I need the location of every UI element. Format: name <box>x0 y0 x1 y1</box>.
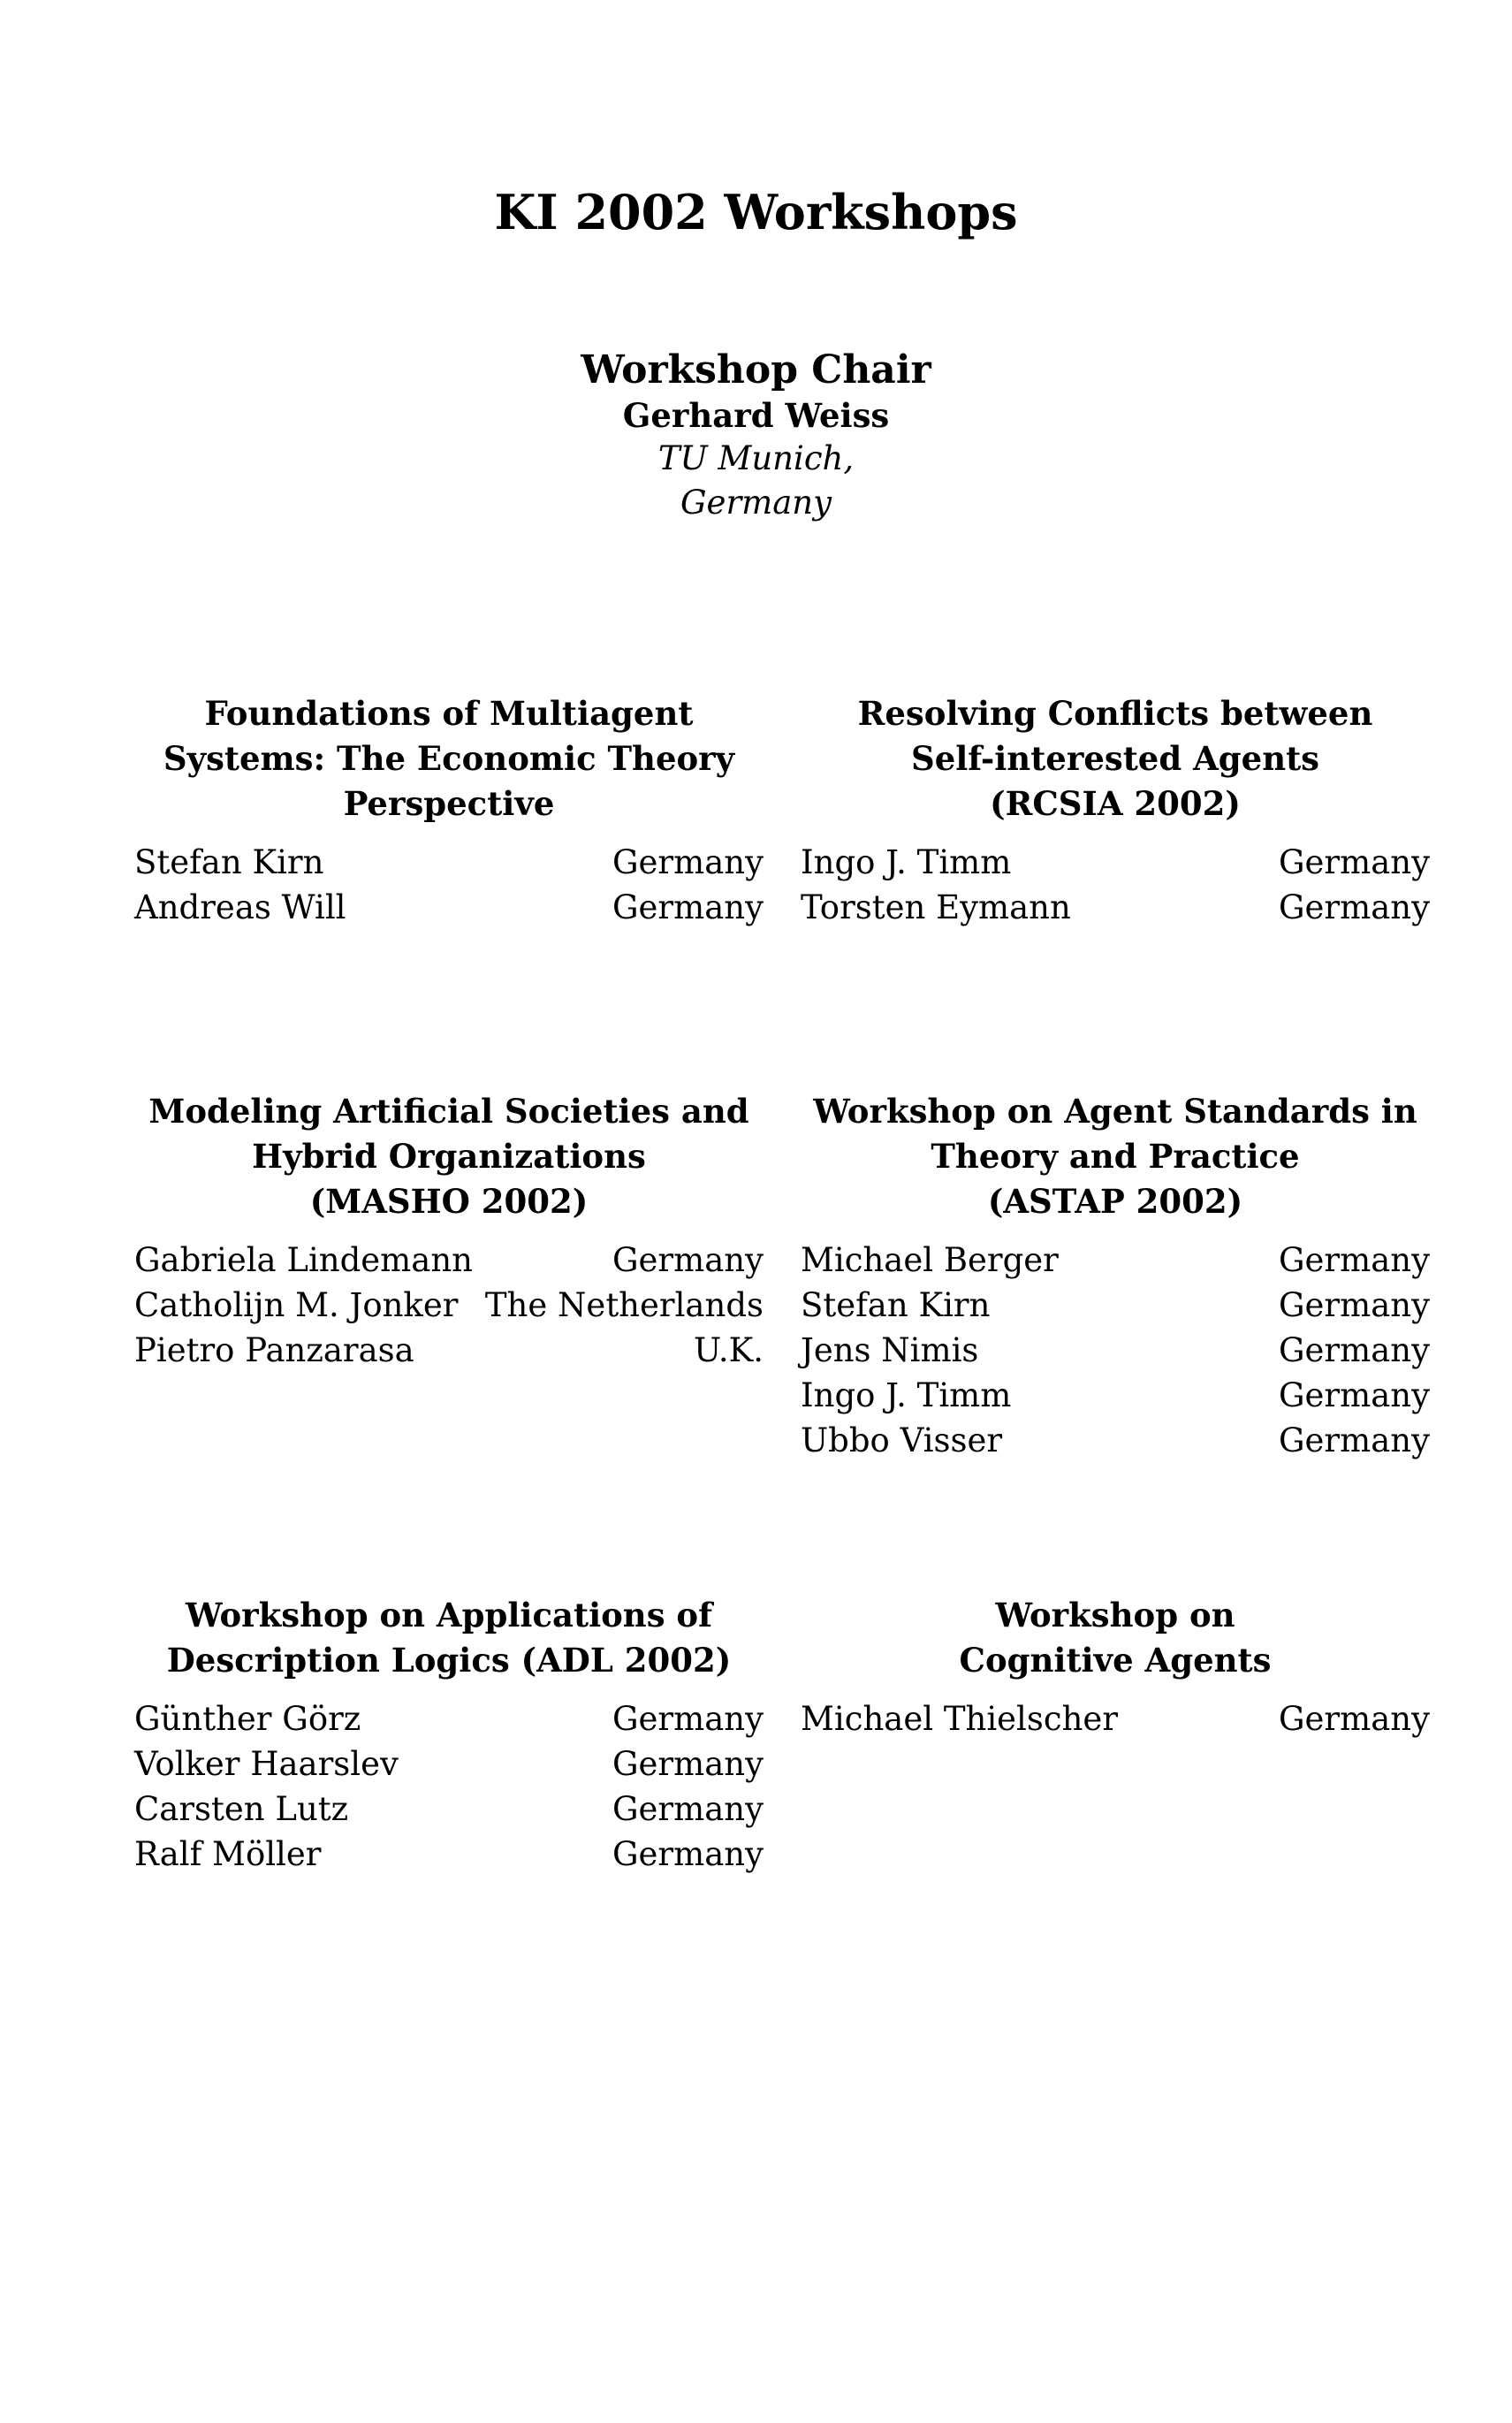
member-name: Stefan Kirn <box>801 1286 991 1324</box>
workshop-chair-heading: Workshop Chair <box>581 347 931 392</box>
member-country: Germany <box>1278 1331 1430 1369</box>
member-row <box>134 1283 764 1328</box>
workshop-title <box>801 1593 1430 1683</box>
workshop-title-line: Self-interested Agents <box>910 739 1320 778</box>
member-row <box>801 1373 1430 1418</box>
member-name: Carsten Lutz <box>134 1790 349 1828</box>
member-country: Germany <box>612 1835 764 1873</box>
member-country: Germany <box>612 888 764 926</box>
member-row <box>134 840 764 885</box>
member-row <box>801 1283 1430 1328</box>
member-country: Germany <box>1278 843 1430 881</box>
member-country: Germany <box>612 1700 764 1738</box>
member-country: Germany <box>1278 1286 1430 1324</box>
workshop-title-line: (ASTAP 2002) <box>987 1182 1243 1221</box>
member-row <box>134 885 764 930</box>
member-name: Ralf Möller <box>134 1835 322 1873</box>
member-country: Germany <box>1278 1241 1430 1279</box>
workshop-title-line: (MASHO 2002) <box>309 1182 589 1221</box>
member-name: Jens Nimis <box>801 1331 979 1369</box>
member-name: Torsten Eymann <box>801 888 1071 926</box>
member-row <box>134 1696 764 1741</box>
workshop-title-line: Cognitive Agents <box>959 1641 1272 1680</box>
workshop-title-line: Systems: The Economic Theory <box>163 739 735 778</box>
member-name: Volker Haarslev <box>134 1745 399 1783</box>
member-country: U.K. <box>694 1331 764 1369</box>
workshop-title-line: Resolving Conflicts between <box>857 694 1373 733</box>
member-name: Pietro Panzarasa <box>134 1331 414 1369</box>
member-country: Germany <box>612 1241 764 1279</box>
workshop-title-line: (RCSIA 2002) <box>990 784 1241 823</box>
workshop-adl <box>134 1593 764 1877</box>
member-country: The Netherlands <box>484 1286 764 1324</box>
member-country: Germany <box>1278 888 1430 926</box>
workshop-title-line: Description Logics (ADL 2002) <box>166 1641 732 1680</box>
workshop-rcsia <box>801 691 1430 930</box>
member-country: Germany <box>612 1790 764 1828</box>
member-country: Germany <box>612 1745 764 1783</box>
workshop-title-line: Foundations of Multiagent <box>204 694 694 733</box>
member-row <box>801 840 1430 885</box>
workshop-cognitive-agents <box>801 1593 1430 1741</box>
member-row <box>801 1696 1430 1741</box>
member-country: Germany <box>1278 1700 1430 1738</box>
workshop-foundations-mas <box>134 691 764 930</box>
workshop-masho <box>134 1089 764 1373</box>
member-name: Stefan Kirn <box>134 843 324 881</box>
member-row <box>801 1418 1430 1463</box>
member-name: Catholijn M. Jonker <box>134 1286 459 1324</box>
member-name: Ubbo Visser <box>801 1421 1003 1459</box>
member-country: Germany <box>612 843 764 881</box>
member-row <box>134 1328 764 1373</box>
workshop-title <box>801 691 1430 827</box>
page-title: KI 2002 Workshops <box>494 184 1018 240</box>
member-row <box>801 885 1430 930</box>
workshop-title <box>134 1089 764 1224</box>
workshop-chair-affiliation: TU Munich, <box>657 439 855 477</box>
workshop-title <box>134 1593 764 1683</box>
workshop-chair-name: Gerhard Weiss <box>622 396 890 435</box>
workshop-chair-country: Germany <box>680 484 832 522</box>
member-name: Michael Thielscher <box>801 1700 1119 1738</box>
workshop-title-line: Modeling Artificial Societies and <box>148 1092 749 1131</box>
workshop-title-line: Workshop on <box>995 1596 1235 1634</box>
workshop-title <box>134 691 764 827</box>
workshop-title <box>801 1089 1430 1224</box>
member-name: Andreas Will <box>134 888 346 926</box>
workshop-title-line: Hybrid Organizations <box>252 1137 646 1176</box>
workshop-chair-section <box>0 347 1512 525</box>
member-row <box>801 1238 1430 1283</box>
workshop-title-line: Workshop on Agent Standards in <box>813 1092 1417 1131</box>
member-name: Gabriela Lindemann <box>134 1241 473 1279</box>
member-row <box>134 1787 764 1832</box>
member-row <box>134 1238 764 1283</box>
member-country: Germany <box>1278 1421 1430 1459</box>
workshop-title-line: Theory and Practice <box>931 1137 1300 1176</box>
member-row <box>801 1328 1430 1373</box>
member-row <box>134 1832 764 1877</box>
member-name: Günther Görz <box>134 1700 361 1738</box>
workshop-title-line: Workshop on Applications of <box>185 1596 713 1634</box>
member-name: Ingo J. Timm <box>801 843 1012 881</box>
member-name: Ingo J. Timm <box>801 1376 1012 1414</box>
member-country: Germany <box>1278 1376 1430 1414</box>
workshop-title-line: Perspective <box>343 784 555 823</box>
workshop-astap <box>801 1089 1430 1463</box>
member-row <box>134 1741 764 1787</box>
member-name: Michael Berger <box>801 1241 1059 1279</box>
